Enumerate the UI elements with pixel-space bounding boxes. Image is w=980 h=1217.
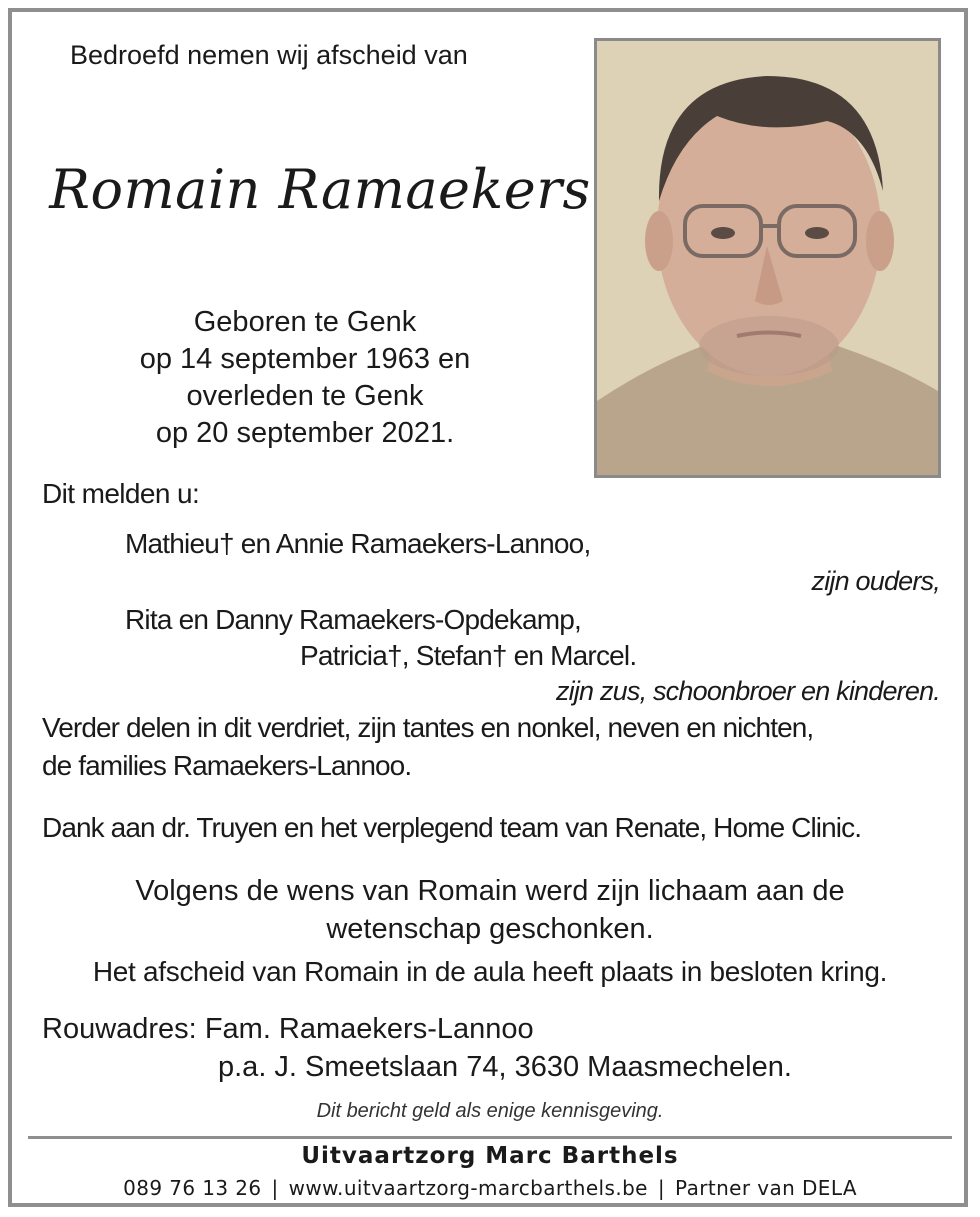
farewell-line: Het afscheid van Romain in de aula heeft plaats in besloten kring. xyxy=(92,956,888,987)
deceased-name: Romain Ramaekers xyxy=(49,158,591,221)
contact-line xyxy=(30,1176,950,1200)
rouwadres-line xyxy=(42,1013,534,1046)
children-line: Patricia†, Stefan† en Marcel. xyxy=(300,640,637,671)
verder-line-1: Verder delen in dit verdriet, zijn tantes en nonkel, neven en nichten, xyxy=(42,712,814,743)
sister-line: Rita en Danny Ramaekers-Opdekamp, xyxy=(125,604,582,635)
website-link[interactable]: www.uitvaartzorg-marcbarthels.be xyxy=(288,1176,648,1200)
rouwadres-address: p.a. J. Smeetslaan 74, 3630 Maasmechelen. xyxy=(218,1051,792,1083)
birth-death-block xyxy=(80,304,530,452)
separator: | xyxy=(271,1176,279,1200)
melden-heading: Dit melden u: xyxy=(42,478,200,509)
verder-line-2: de families Ramaekers-Lannoo. xyxy=(42,750,412,781)
wish-line-2: wetenschap geschonken. xyxy=(326,913,654,945)
portrait-photo xyxy=(594,38,941,478)
rouwadres-name: Fam. Ramaekers-Lannoo xyxy=(204,1013,534,1045)
wish-block xyxy=(60,872,920,948)
birth-line-3: overleden te Genk xyxy=(186,380,424,412)
parents-line: Mathieu† en Annie Ramaekers-Lannoo, xyxy=(125,528,591,559)
parents-role: zijn ouders, xyxy=(811,566,940,596)
thanks-line: Dank aan dr. Truyen en het verplegend team van Renate, Home Clinic. xyxy=(42,812,862,843)
company-name: Uitvaartzorg Marc Barthels xyxy=(301,1143,679,1169)
intro-text: Bedroefd nemen wij afscheid van xyxy=(70,40,468,70)
separator: | xyxy=(657,1176,666,1200)
wish-line-1: Volgens de wens van Romain werd zijn lichaam aan de xyxy=(135,875,845,907)
sister-role: zijn zus, schoonbroer en kinderen. xyxy=(555,676,940,706)
notice-line: Dit bericht geld als enige kennisgeving. xyxy=(316,1100,664,1122)
partner-text: Partner van DELA xyxy=(675,1176,857,1200)
phone-number: 089 76 13 26 xyxy=(123,1176,262,1200)
rouwadres-label: Rouwadres: xyxy=(42,1013,197,1045)
footer-divider xyxy=(28,1136,952,1139)
birth-line-1: Geboren te Genk xyxy=(193,306,417,338)
birth-line-2: op 14 september 1963 en xyxy=(139,343,471,375)
birth-line-4: op 20 september 2021. xyxy=(155,417,455,449)
